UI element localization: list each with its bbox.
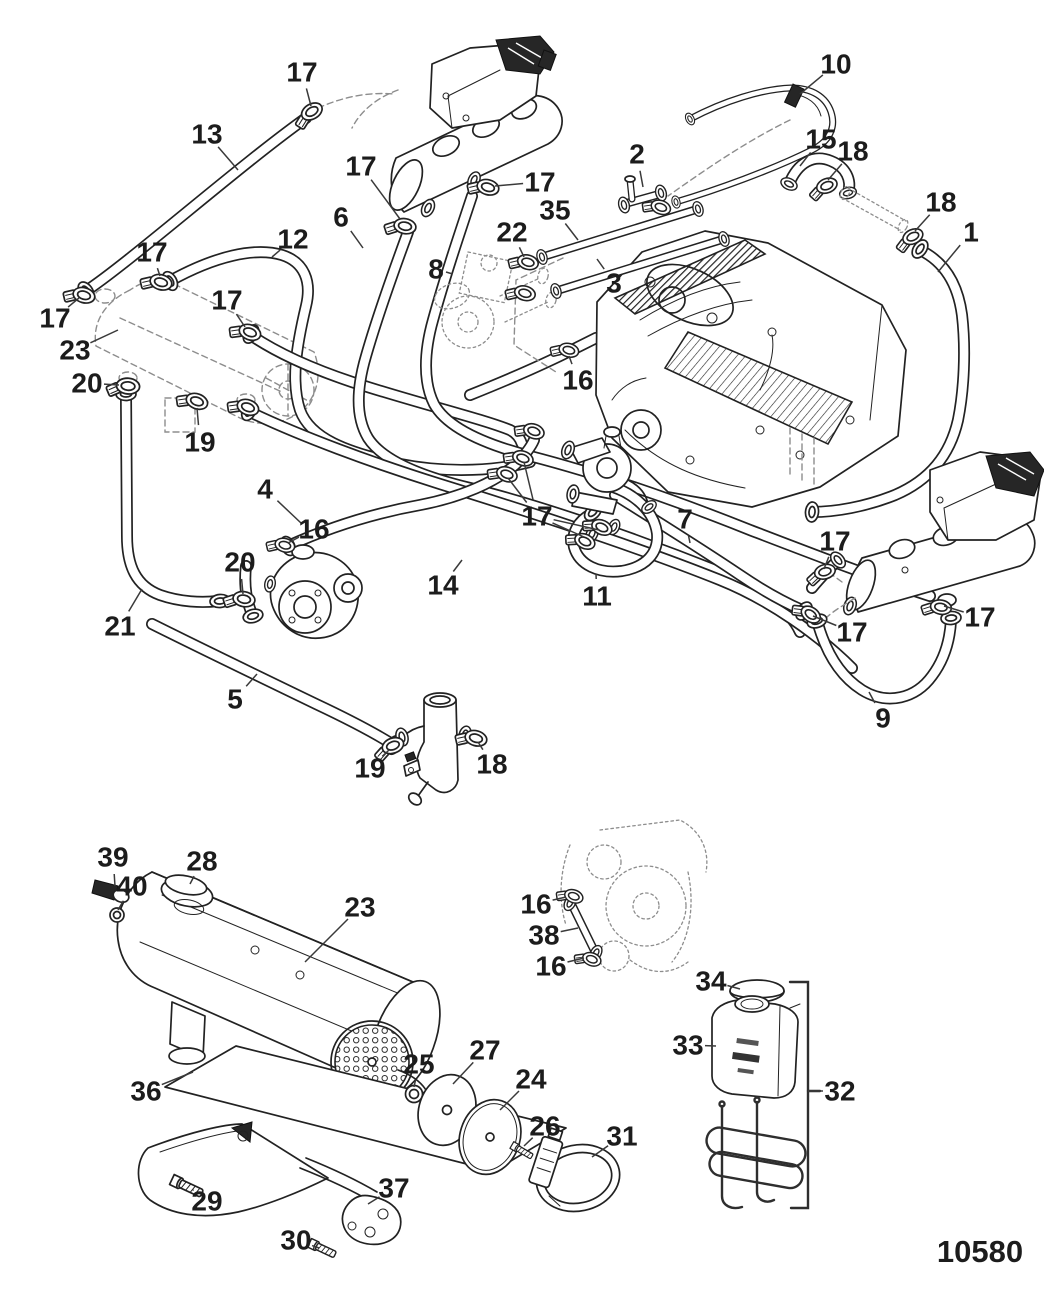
callout-29: 29	[191, 1185, 223, 1217]
callout-leader-13	[218, 147, 238, 170]
callout-14: 14	[427, 569, 459, 601]
callout-17: 17	[819, 525, 851, 557]
callout-11: 11	[582, 580, 612, 612]
callout-23: 23	[59, 334, 91, 366]
callout-17: 17	[286, 56, 318, 88]
callout-leader-23	[90, 330, 118, 343]
callout-34: 34	[695, 965, 727, 997]
callout-17: 17	[524, 166, 556, 198]
circulating-pump	[263, 545, 362, 638]
callout-3: 3	[606, 267, 622, 299]
callout-20: 20	[71, 367, 103, 399]
thermostat-housing	[394, 693, 473, 807]
callout-13: 13	[191, 118, 223, 150]
callout-7: 7	[677, 503, 693, 535]
reservoir-wire-bracket	[705, 1098, 808, 1208]
callout-36: 36	[130, 1075, 162, 1107]
callout-leader-19	[197, 408, 199, 425]
callout-10: 10	[820, 48, 852, 80]
callout-16: 16	[298, 513, 330, 545]
callout-layer	[39, 49, 995, 1256]
callout-leader-20	[104, 384, 119, 385]
callout-leader-21	[129, 589, 142, 611]
callout-6: 6	[333, 201, 349, 233]
callout-35: 35	[539, 194, 571, 226]
callout-12: 12	[277, 223, 309, 255]
callout-17: 17	[521, 500, 553, 532]
callout-19: 19	[354, 752, 386, 784]
callout-18: 18	[476, 748, 508, 780]
callout-2: 2	[629, 138, 645, 170]
callout-18: 18	[837, 135, 869, 167]
callout-23: 23	[344, 891, 376, 923]
callout-leader-3	[597, 259, 604, 269]
callout-4: 4	[257, 473, 273, 505]
callout-leader-17	[306, 88, 311, 106]
callout-17: 17	[211, 284, 243, 316]
callout-leader-2	[640, 171, 643, 187]
coolant-reservoir	[705, 980, 820, 1208]
starboard-exhaust-manifold	[805, 452, 1044, 698]
callout-30: 30	[280, 1224, 312, 1256]
callout-5: 5	[227, 683, 243, 715]
lower-left-plumbing	[116, 388, 473, 808]
callout-27: 27	[469, 1034, 501, 1066]
callout-leader-39	[114, 874, 115, 886]
callout-17: 17	[836, 616, 868, 648]
callout-19: 19	[184, 426, 216, 458]
callout-1: 1	[963, 216, 979, 248]
callout-21: 21	[104, 610, 136, 642]
callout-24: 24	[515, 1063, 547, 1095]
callout-9: 9	[875, 702, 891, 734]
callout-8: 8	[428, 253, 444, 285]
diagram-part-number: 10580	[936, 1234, 1024, 1269]
callout-25: 25	[403, 1048, 435, 1080]
callout-20: 20	[224, 546, 256, 578]
callout-38: 38	[528, 919, 560, 951]
callout-17: 17	[964, 601, 996, 633]
callout-18: 18	[925, 186, 957, 218]
callout-leader-17	[495, 184, 523, 187]
callout-37: 37	[378, 1172, 410, 1204]
callout-32: 32	[824, 1075, 856, 1107]
callout-leader-38	[561, 928, 578, 932]
callout-17: 17	[39, 302, 71, 334]
callout-17: 17	[345, 150, 377, 182]
callout-16: 16	[562, 364, 594, 396]
reservoir-bottle	[712, 1000, 798, 1098]
circulating-pump-ghost	[554, 820, 707, 972]
callout-17: 17	[136, 236, 168, 268]
callout-leader-6	[351, 231, 363, 248]
callout-28: 28	[186, 845, 218, 877]
callout-33: 33	[672, 1029, 704, 1061]
callout-15: 15	[805, 123, 837, 155]
callout-31: 31	[606, 1120, 638, 1152]
callout-16: 16	[535, 950, 567, 982]
callout-22: 22	[496, 216, 528, 248]
callout-26: 26	[529, 1110, 561, 1142]
callout-39: 39	[97, 841, 129, 873]
callout-16: 16	[520, 888, 552, 920]
callout-40: 40	[116, 870, 148, 902]
callout-leader-35	[565, 224, 578, 241]
